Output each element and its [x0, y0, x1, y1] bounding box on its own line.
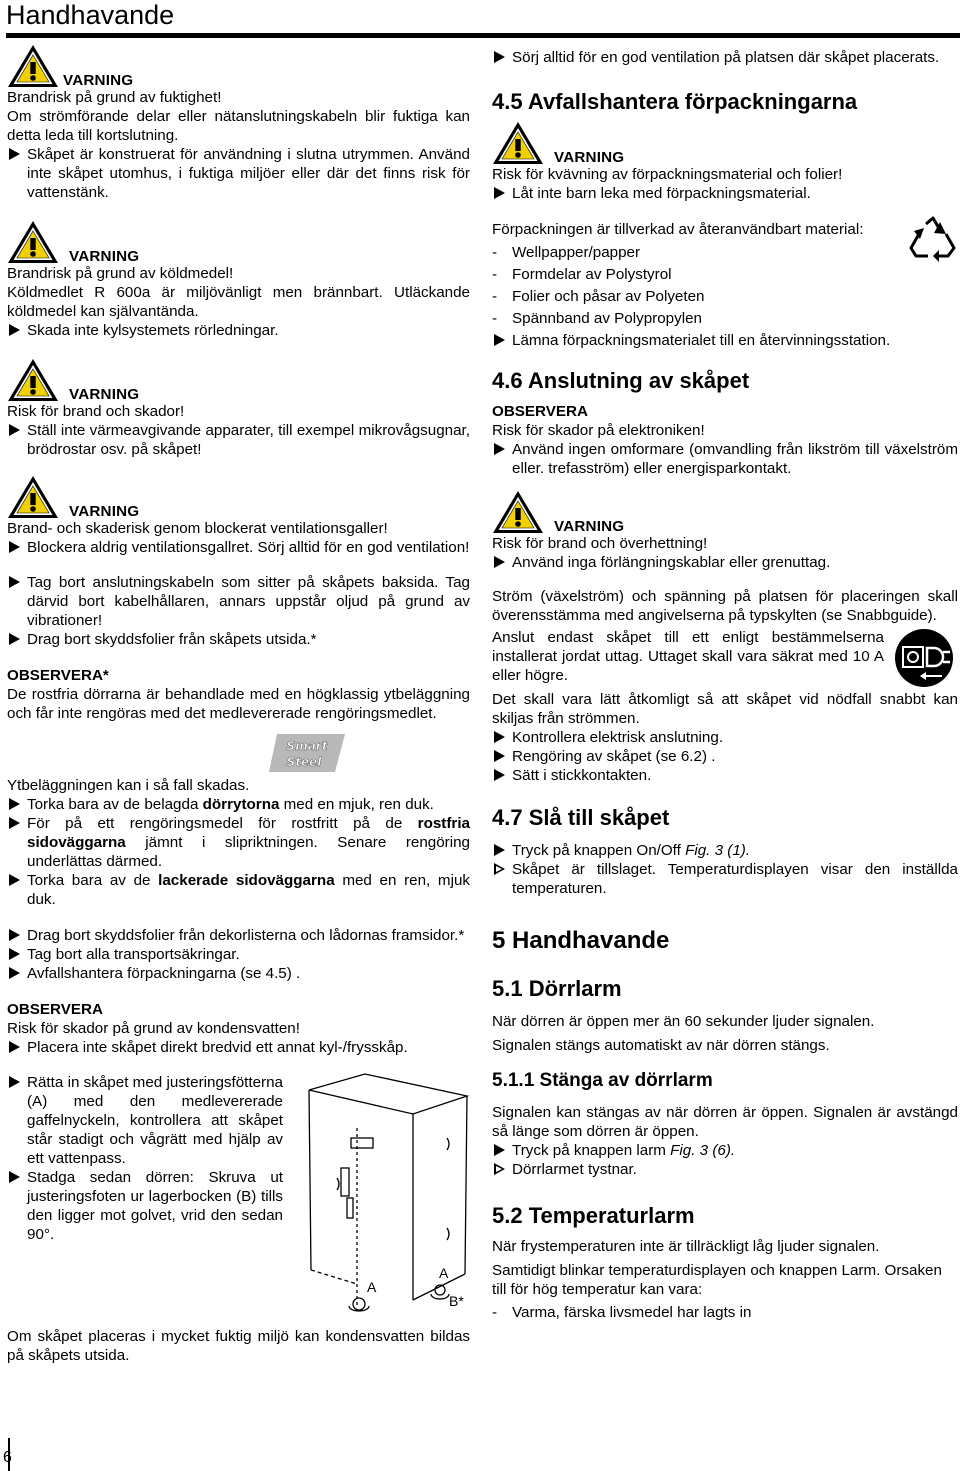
instruction-bullet: Använd inga förlängningskablar eller grenuttag. — [492, 553, 958, 572]
warning-title: VARNING — [69, 248, 140, 265]
warning-text: Risk för brand och överhettning! — [492, 535, 708, 552]
notice-title: OBSERVERA — [492, 403, 588, 420]
warning-triangle-icon — [492, 490, 544, 534]
warning-text: Risk för kvävning av förpackningsmaterial och folier! — [492, 166, 843, 183]
header-rule — [6, 33, 960, 38]
warning-title: VARNING — [63, 72, 134, 89]
instruction-bullet: Torka bara av de belagda dörrytorna med en mjuk, ren duk. — [7, 795, 470, 814]
paragraph: När dörren är öppen mer än 60 sekunder ljuder signalen. — [492, 1013, 875, 1030]
condensation-note: Om skåpet placeras i mycket fuktig miljö kan kondensvatten bildas på skåpets utsida. — [7, 1328, 470, 1364]
instruction-bullet: Rengöring av skåpet (se 6.2) . — [492, 747, 958, 766]
instruction-bullet: Rätta in skåpet med justeringsfötterna (A) med den medlevererade gaffelnyckeln, kontrollera att skåpet står stadigt och vågrätt med hjälp av ett vattenpass. — [7, 1073, 283, 1168]
notice-electronics — [492, 402, 958, 478]
instruction-bullet: Lämna förpackningsmaterialet till en återvinningsstation. — [492, 331, 958, 350]
warning-text: Brandrisk på grund av köldmedel! — [7, 265, 234, 282]
paragraph: När frystemperaturen inte är tillräckligt låg ljuder signalen. — [492, 1238, 880, 1255]
notice-text: Risk för skador på grund av kondensvatten! — [7, 1020, 300, 1037]
material-item: - Wellpapper/papper — [492, 243, 958, 262]
right-column — [492, 48, 958, 1322]
warning-moisture — [7, 44, 470, 202]
warning-text: Brand- och skaderisk genom blockerat ventilationsgaller! — [7, 520, 388, 537]
section-heading-4-5: 4.5 Avfallshantera förpackningarna — [492, 89, 858, 114]
warning-suffocation — [492, 121, 958, 203]
warning-text: Om strömförande delar eller nätanslutningskabeln blir fuktiga kan detta leda till kortslutning. — [7, 108, 470, 144]
warning-text: Risk för brand och skador! — [7, 403, 185, 420]
notice-text: De rostfria dörrarna är behandlade med en högklassig ytbeläggning och får inte rengöras med det medlevererade rengöringsmedlet. — [7, 686, 470, 722]
smart-steel-logo-text: Smart — [286, 739, 328, 753]
section-heading-5: 5 Handhavande — [492, 927, 670, 954]
unpacking-steps — [7, 573, 470, 649]
packaging-intro: Förpackningen är tillverkad av återanvändbart material: — [492, 221, 864, 238]
instruction-bullet: För på ett rengöringsmedel för rostfritt på de rostfria sidoväggarna jämnt i slipriktningen. Senare rengöring underlättas därmed. — [7, 814, 470, 871]
instruction-bullet: Använd ingen omformare (omvandling från likström till växelström eller. trefasström) eller energisparkontakt. — [492, 440, 958, 478]
warning-text: Brandrisk på grund av fuktighet! — [7, 89, 222, 106]
socket-paragraph — [492, 628, 958, 685]
paragraph: Ström (växelström) och spänning på platsen för placeringen skall överensstämma med angivelserna på typskylten (se Snabbguide). — [492, 588, 958, 624]
notice-title: OBSERVERA — [7, 1001, 103, 1018]
plug-socket-icon — [894, 628, 954, 688]
cabinet-levelling-figure — [297, 1068, 472, 1316]
result-bullet: Skåpet är tillslaget. Temperaturdisplayen visar den inställda temperaturen. — [492, 860, 958, 898]
instruction-bullet: Skåpet är konstruerat för användning i slutna utrymmen. Använd inte skåpet utomhus, i fuktiga miljöer eller där det finns risk för vattenstänk. — [7, 145, 470, 202]
paragraph: Anslut endast skåpet till ett enligt bestämmelserna installerat jordat uttag. Uttaget skall vara säkrat med 10 A eller högre. — [492, 629, 884, 684]
smart-steel-logo — [269, 731, 345, 775]
warning-title: VARNING — [69, 503, 140, 520]
warning-triangle-icon — [492, 121, 544, 165]
warning-title: VARNING — [69, 386, 140, 403]
left-column — [7, 44, 470, 1365]
more-steps — [7, 926, 470, 983]
warning-heat-appliances — [7, 358, 470, 459]
figure-label-a: A — [367, 1279, 377, 1295]
instruction-bullet: Låt inte barn leka med förpackningsmaterial. — [492, 184, 958, 203]
warning-ventilation — [7, 475, 470, 557]
notice-stainless — [7, 666, 470, 909]
instruction-bullet: Sätt i stickkontakten. — [492, 766, 958, 785]
instruction-bullet: Sörj alltid för en god ventilation på platsen där skåpet placerats. — [492, 48, 958, 67]
instruction-bullet: Torka bara av de lackerade sidoväggarna med en ren, mjuk duk. — [7, 871, 470, 909]
figure-label-a: A — [439, 1265, 449, 1281]
warning-triangle-icon — [7, 358, 59, 402]
figure-label-b: B* — [449, 1293, 464, 1309]
paragraph: Signalen stängs automatiskt av när dörren stängs. — [492, 1037, 830, 1054]
notice-text: Risk för skador på elektroniken! — [492, 422, 705, 439]
notice-condensation — [7, 1000, 470, 1057]
result-bullet: Dörrlarmet tystnar. — [492, 1160, 958, 1179]
warning-title: VARNING — [554, 149, 625, 166]
instruction-bullet: Skada inte kylsystemets rörledningar. — [7, 321, 470, 340]
instruction-bullet: Kontrollera elektrisk anslutning. — [492, 728, 958, 747]
paragraph: Samtidigt blinkar temperaturdisplayen och knappen Larm. Orsaken till för hög temperatur kan vara: — [492, 1262, 942, 1298]
warning-triangle-icon — [7, 220, 59, 264]
instruction-bullet: Blockera aldrig ventilationsgallret. Sörj alltid för en god ventilation! — [7, 538, 470, 557]
notice-text: Ytbeläggningen kan i så fall skadas. — [7, 777, 250, 794]
material-item: - Formdelar av Polystyrol — [492, 265, 958, 284]
instruction-bullet: Placera inte skåpet direkt bredvid ett annat kyl-/frysskåp. — [7, 1038, 470, 1057]
page-title: Handhavande — [6, 0, 175, 30]
instruction-bullet: Tag bort alla transportsäkringar. — [7, 945, 470, 964]
instruction-bullet: Drag bort skyddsfolier från skåpets utsida.* — [7, 630, 470, 649]
levelling-section — [7, 1073, 470, 1323]
instruction-bullet: Tryck på knappen larm Fig. 3 (6). — [492, 1141, 958, 1160]
section-heading-4-6: 4.6 Anslutning av skåpet — [492, 368, 750, 393]
section-heading-5-2: 5.2 Temperaturlarm — [492, 1203, 695, 1228]
warning-overheating — [492, 490, 958, 572]
smart-steel-logo-text: Steel — [286, 755, 322, 769]
material-item: - Folier och påsar av Polyeten — [492, 287, 958, 306]
warning-refrigerant — [7, 220, 470, 340]
instruction-bullet: Drag bort skyddsfolier från dekorlisterna och lådornas framsidor.* — [7, 926, 470, 945]
instruction-bullet: Avfallshantera förpackningarna (se 4.5) . — [7, 964, 470, 983]
instruction-bullet: Stadga sedan dörren: Skruva ut justeringsfoten ur lagerbocken (B) tills den ligger mot golvet, vrid den sedan 90°. — [7, 1168, 283, 1244]
instruction-bullet: Tag bort anslutningskabeln som sitter på skåpets baksida. Tag därvid bort kabelhållaren, annars uppstår oljud på grund av vibrationer! — [7, 573, 470, 630]
notice-title: OBSERVERA* — [7, 667, 109, 684]
material-item: - Spännband av Polypropylen — [492, 309, 958, 328]
instruction-bullet: Tryck på knappen On/Off Fig. 3 (1). — [492, 841, 958, 860]
packaging-materials — [492, 220, 958, 350]
page-number: 6 — [3, 1449, 12, 1466]
cause-item: - Varma, färska livsmedel har lagts in — [492, 1303, 958, 1322]
instruction-bullet: Ställ inte värmeavgivande apparater, till exempel mikrovågsugnar, brödrostar osv. på skåpet! — [7, 421, 470, 459]
paragraph: Det skall vara lätt åtkomligt så att skåpet vid nödfall snabbt kan skiljas från strömmen. — [492, 691, 958, 727]
warning-triangle-icon — [7, 44, 59, 88]
paragraph: Signalen kan stängas av när dörren är öppen. Signalen är avstängd så länge som dörren är öppen. — [492, 1104, 958, 1140]
warning-title: VARNING — [554, 518, 625, 535]
section-heading-5-1: 5.1 Dörrlarm — [492, 976, 622, 1001]
warning-text: Köldmedlet R 600a är miljövänligt men brännbart. Utläckande köldmedel kan självantända. — [7, 284, 470, 320]
section-heading-4-7: 4.7 Slå till skåpet — [492, 805, 670, 830]
warning-triangle-icon — [7, 475, 59, 519]
page-header — [0, 0, 960, 40]
section-heading-5-1-1: 5.1.1 Stänga av dörrlarm — [492, 1070, 713, 1091]
